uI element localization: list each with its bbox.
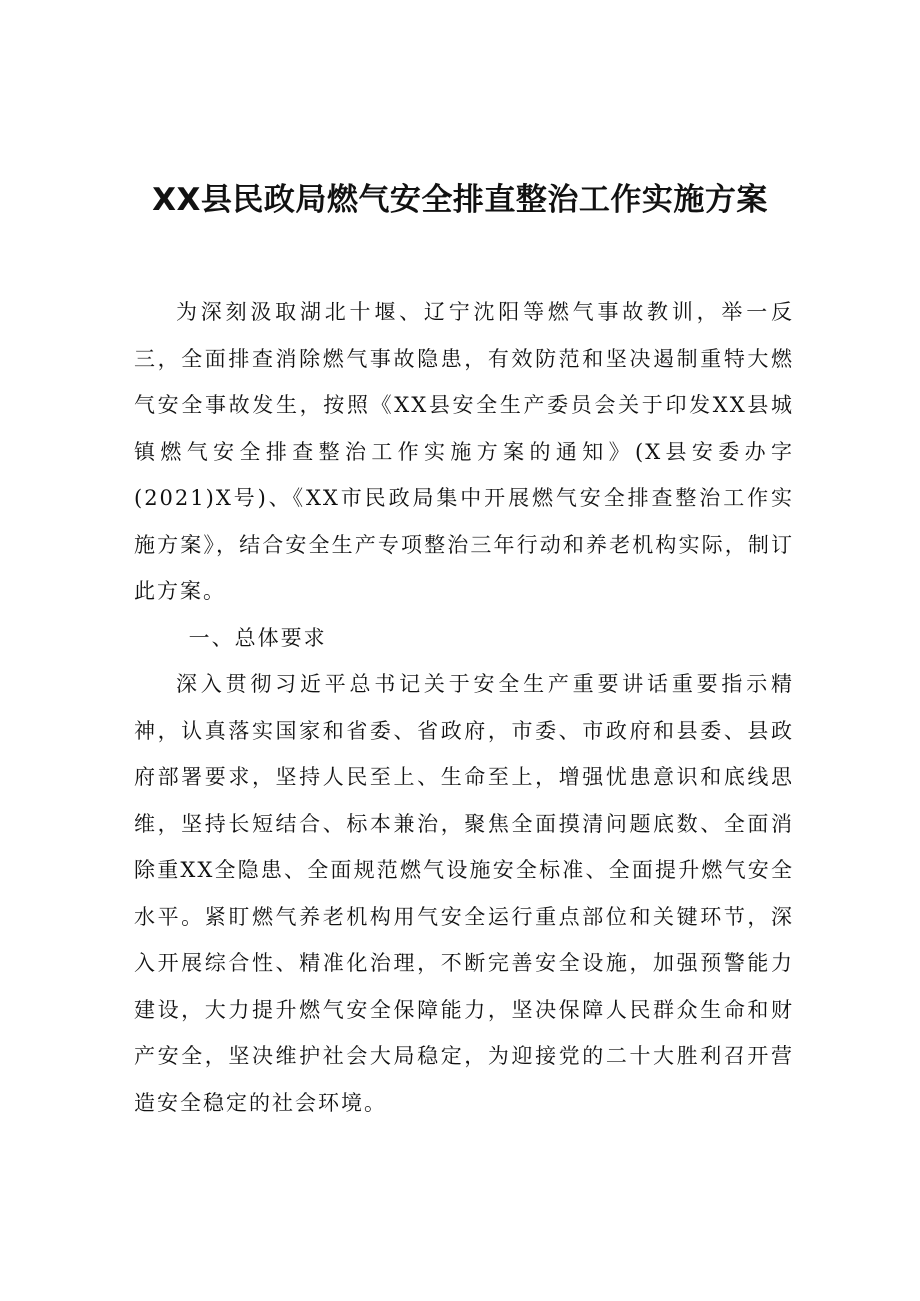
document-title: XX县民政局燃气安全排直整治工作实施方案: [152, 182, 768, 218]
section-heading-general-requirements: 一、总体要求: [188, 625, 327, 650]
intro-paragraph: 为深刻汲取湖北十堰、辽宁沈阳等燃气事故教训，举一反三，全面排查消除燃气事故隐患，有效防范和坚决遏制重特大燃气安全事故发生，按照《XX县安全生产委员会关于印发XX县城镇燃气安全排查整治工作实施方案的通知》(X县安委办字(2021)X号)、《XX市民政局集中开展燃气安全排查整治工作实施方案》，结合安全生产专项整治三年行动和养老机构实际，制订此方案。: [134, 300, 794, 603]
document-body: [134, 289, 794, 1126]
general-requirements-paragraph: 深入贯彻习近平总书记关于安全生产重要讲话重要指示精神，认真落实国家和省委、省政府，市委、市政府和县委、县政府部署要求，坚持人民至上、生命至上，增强忧患意识和底线思维，坚持长短结合、标本兼治，聚焦全面摸清问题底数、全面消除重XX全隐患、全面规范燃气设施安全标准、全面提升燃气安全水平。紧盯燃气养老机构用气安全运行重点部位和关键环节，深入开展综合性、精准化治理，不断完善安全设施，加强预警能力建设，大力提升燃气安全保障能力，坚决保障人民群众生命和财产安全，坚决维护社会大局稳定，为迎接党的二十大胜利召开营造安全稳定的社会环境。: [134, 672, 794, 1115]
